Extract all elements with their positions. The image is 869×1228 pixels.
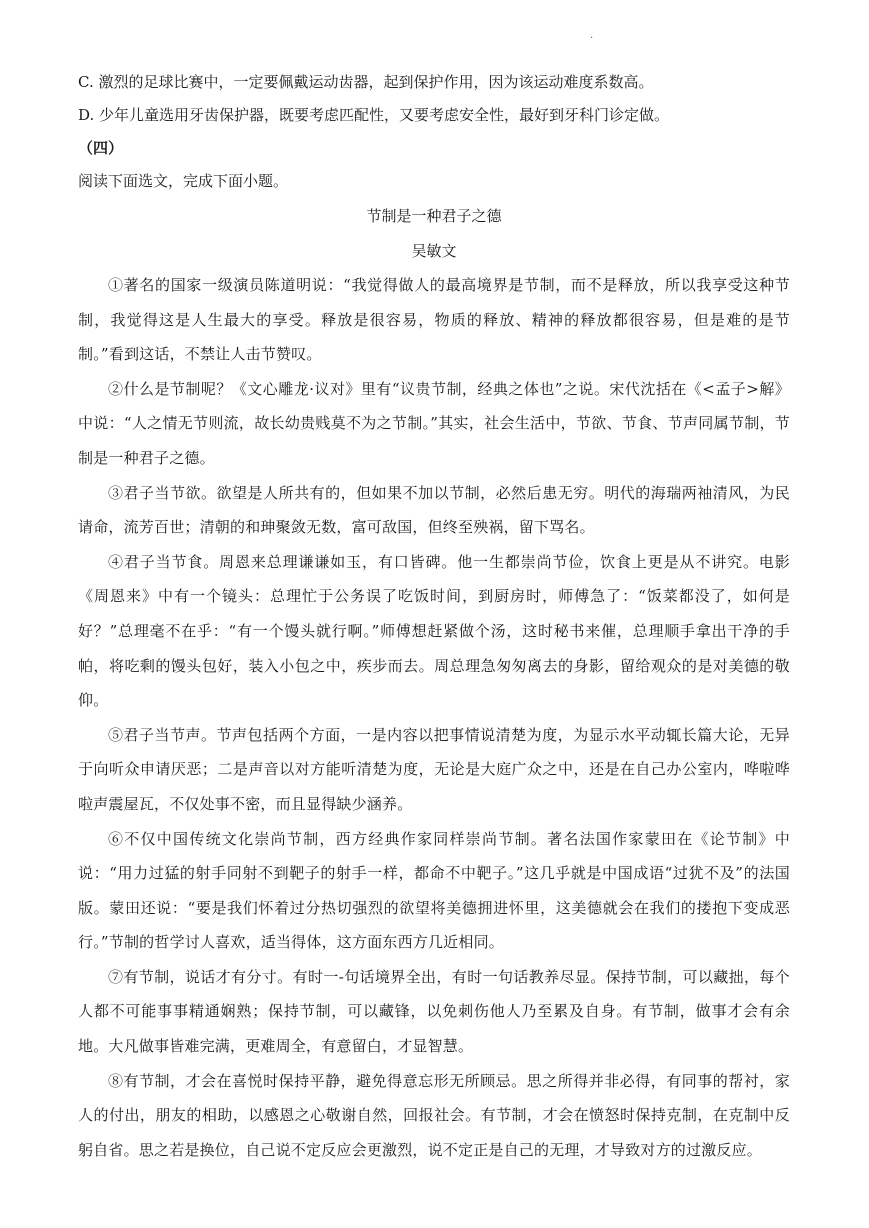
paragraph-5: ⑤君子当节声。节声包括两个方面，一是内容以把事情说清楚为度，为显示水平动辄长篇大论，无异于向听众申请厌恶；二是声音以对方能听清楚为度，无论是大庭广众之中，还是在自己办公室内，哗啦哗啦声震屋瓦，不仅处事不密，而且显得缺少涵养。 — [78, 725, 790, 813]
document-content — [78, 66, 790, 1167]
article-author: 吴敏文 — [411, 242, 457, 260]
section-number: （四） — [78, 139, 124, 157]
paragraph-3: ③君子当节欲。欲望是人所共有的，但如果不加以节制，必然后患无穷。明代的海瑞两袖清风，为民请命，流芳百世；清朝的和珅聚敛无数，富可敌国，但终至殃祸，留下骂名。 — [78, 483, 790, 537]
header-dot: . — [590, 30, 594, 41]
option-d: D. 少年儿童选用牙齿保护器，既要考虑匹配性，又要考虑安全性，最好到牙科门诊定做。 — [78, 106, 670, 124]
paragraph-8: ⑧有节制，才会在喜悦时保持平静，避免得意忘形无所顾忌。思之所得并非必得，有同事的帮衬，家人的付出，朋友的相助，以感恩之心敬谢自然，回报社会。有节制，才会在愤怒时保持克制，在克制中反躬自省。思之若是换位，自己说不定反应会更激烈，说不定正是自己的无理，才导致对方的过激反应。 — [78, 1071, 790, 1159]
paragraph-1: ①著名的国家一级演员陈道明说：“我觉得做人的最高境界是节制，而不是释放，所以我享受这种节制，我觉得这是人生最大的享受。释放是很容易，物质的释放、精神的释放都很容易，但是难的是节制。”看到这话，不禁让人击节赞叹。 — [78, 276, 790, 364]
paragraph-4: ④君子当节食。周恩来总理谦谦如玉，有口皆碑。他一生都崇尚节俭，饮食上更是从不讲究。电影《周恩来》中有一个镜头：总理忙于公务误了吃饭时间，到厨房时，师傅急了：“饭菜都没了，如何是好？”总理毫不在乎：“有一个馒头就行啊。”师傅想赶紧做个汤，这时秘书来催，总理顺手拿出干净的手帕，将吃剩的馒头包好，装入小包之中，疾步而去。周总理急匆匆离去的身影，留给观众的是对美德的敬仰。 — [78, 552, 790, 710]
section-instruction: 阅读下面选文，完成下面小题。 — [78, 172, 289, 190]
paragraph-7: ⑦有节制，说话才有分寸。有时一-句话境界全出，有时一句话教养尽显。保持节制，可以藏拙，每个人都不可能事事精通娴熟；保持节制，可以藏锋，以免刺伤他人乃至累及自身。有节制，做事才会有余地。大凡做事皆难完满，更难周全，有意留白，才显智慧。 — [78, 967, 790, 1056]
paragraph-6: ⑥不仅中国传统文化崇尚节制，西方经典作家同样崇尚节制。著名法国作家蒙田在《论节制》中说：“用力过猛的射手同射不到靶子的射手一样，都命不中靶子。”这几乎就是中国成语“过犹不及”的法国版。蒙田还说：“要是我们怀着过分热切强烈的欲望将美德拥进怀里，这美德就会在我们的搂抱下变成恶行。”节制的哲学讨人喜欢，适当得体，这方面东西方几近相同。 — [78, 829, 790, 952]
option-c: C. 激烈的足球比赛中，一定要佩戴运动齿器，起到保护作用，因为该运动难度系数高。 — [78, 73, 654, 91]
article-title: 节制是一种君子之德 — [366, 207, 502, 225]
paragraph-2: ②什么是节制呢？《文心雕龙·议对》里有“议贵节制，经典之体也”之说。宋代沈括在《<孟子>解》中说：“人之情无节则流，故长幼贵贱莫不为之节制。”其实，社会生活中，节欲、节食、节声同属节制，节制是一种君子之德。 — [78, 379, 790, 467]
